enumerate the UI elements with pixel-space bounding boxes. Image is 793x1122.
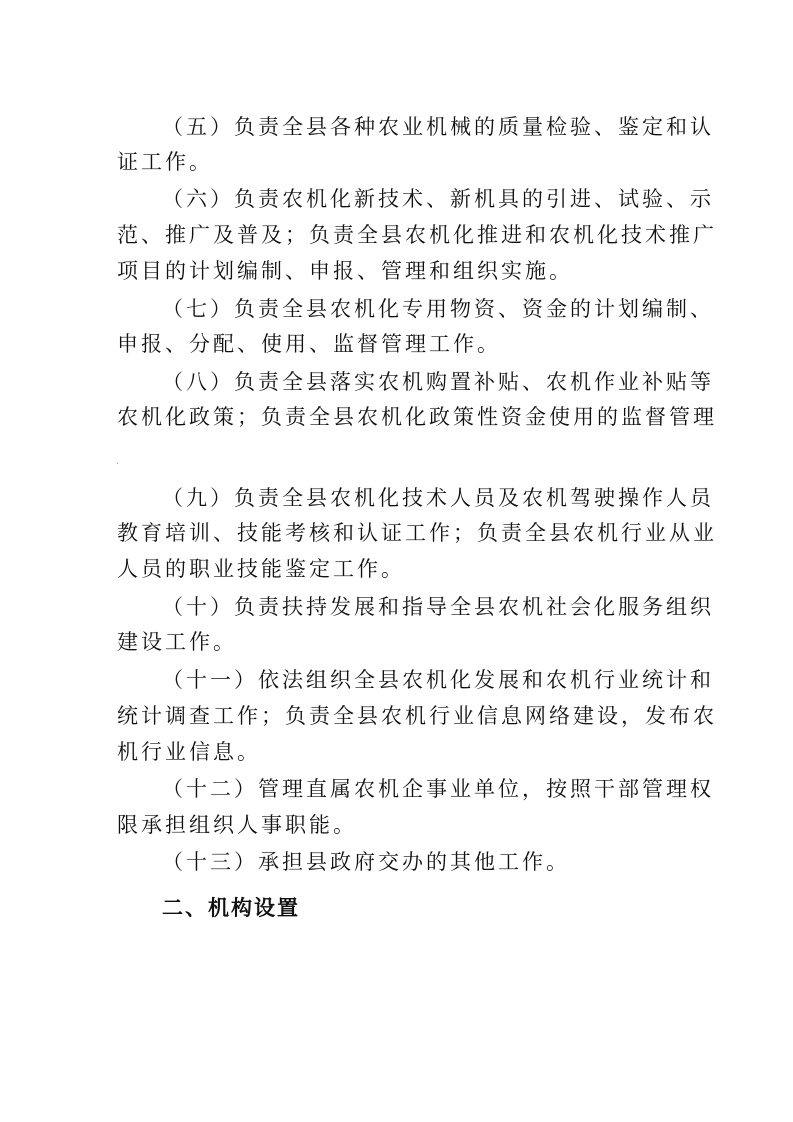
item-7-line-1: （七）负责全县农机化专用物资、资金的计划编制、 — [162, 297, 714, 321]
item-12-line-2: 限承担组织人事职能。 — [117, 813, 357, 837]
item-6-line-3: 项目的计划编制、申报、管理和组织实施。 — [117, 259, 573, 283]
item-12-line-1: （十二）管理直属农机企事业单位，按照干部管理权 — [162, 777, 714, 801]
item-11-line-2: 统计调查工作；负责全县农机行业信息网络建设，发布农 — [117, 704, 717, 728]
item-11-line-3: 机行业信息。 — [117, 740, 261, 764]
item-9-line-3: 人员的职业技能鉴定工作。 — [117, 557, 405, 581]
stray-mark — [117, 463, 118, 464]
item-11-line-1: （十一）依法组织全县农机化发展和农机行业统计和 — [162, 668, 714, 692]
item-6-line-2: 范、推广及普及；负责全县农机化推进和农机化技术推广 — [117, 223, 717, 247]
item-6-line-1: （六）负责农机化新技术、新机具的引进、试验、示 — [162, 187, 714, 211]
item-9-line-2: 教育培训、技能考核和认证工作；负责全县农机行业从业 — [117, 521, 717, 545]
section-heading: 二、机构设置 — [162, 896, 300, 920]
item-10-line-1: （十）负责扶持发展和指导全县农机社会化服务组织 — [162, 595, 714, 619]
item-5-line-1: （五）负责全县各种农业机械的质量检验、鉴定和认 — [162, 115, 714, 139]
item-8-line-2: 农机化政策；负责全县农机化政策性资金使用的监督管理 — [117, 405, 717, 429]
item-13-line-1: （十三）承担县政府交办的其他工作。 — [162, 850, 570, 874]
item-9-line-1: （九）负责全县农机化技术人员及农机驾驶操作人员 — [162, 486, 714, 510]
item-5-line-2: 证工作。 — [117, 150, 213, 174]
item-10-line-2: 建设工作。 — [117, 630, 237, 654]
item-8-line-1: （八）负责全县落实农机购置补贴、农机作业补贴等 — [162, 370, 714, 394]
item-7-line-2: 申报、分配、使用、监督管理工作。 — [117, 332, 501, 356]
